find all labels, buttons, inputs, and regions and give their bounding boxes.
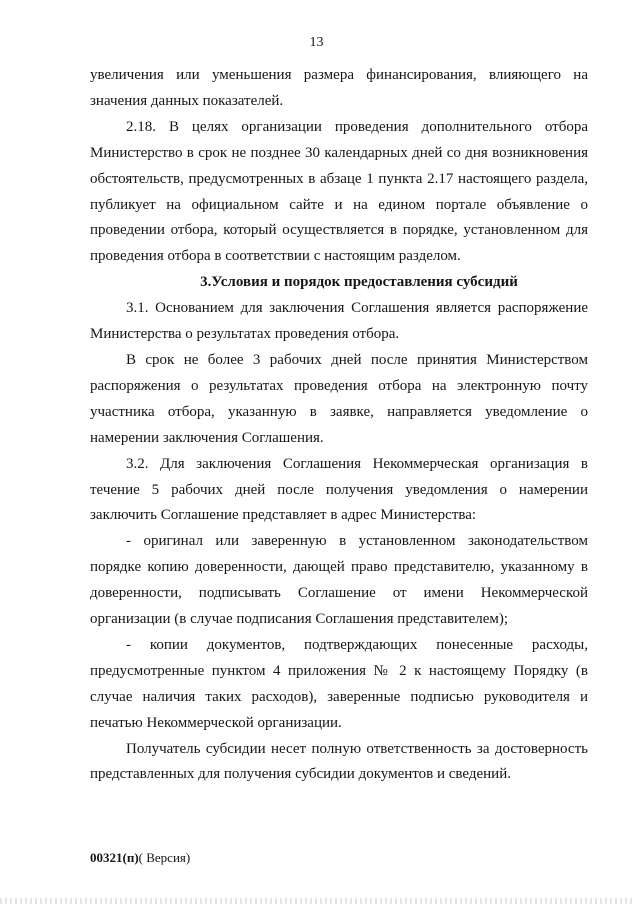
paragraph-responsibility: Получатель субсидии несет полную ответственность за достоверность представленных для получения субсидии документов и сведений.: [90, 740, 588, 783]
section-heading: 3.Условия и порядок предоставления субсидий: [200, 274, 518, 291]
paragraph-3-2: 3.2. Для заключения Соглашения Некоммерческая организация в течение 5 рабочих дней после получения уведомления о намерении заключить Соглашение представляет в адрес Министерства:: [90, 455, 588, 524]
page-number: 13: [309, 35, 324, 50]
paragraph-2-18: 2.18. В целях организации проведения дополнительного отбора Министерство в срок не позднее 30 календарных дней со дня возникновения обстоятельств, предусмотренных в абзаце 1 пункта 2.17 настоящего раздела, публикует на официальном сайте и на едином портале объявление о проведении отбора, который осуществляется в порядке, установленном для проведения отбора в соответствии с настоящим разделом.: [90, 118, 588, 265]
paragraph-3-1: 3.1. Основанием для заключения Соглашения является распоряжение Министерства о результатах проведения отбора.: [90, 300, 588, 343]
document-footer: [90, 850, 190, 866]
list-item-power-of-attorney: - оригинал или заверенную в установленном законодательством порядке копию доверенности, дающей право представителю, указанному в доверенности, подписывать Соглашение от имени Некоммерческой организации (в случае подписания Соглашения представителем);: [90, 533, 588, 628]
scan-edge-artifact: [0, 898, 633, 904]
document-code: 00321(п): [90, 850, 139, 865]
paragraph-notification: В срок не более 3 рабочих дней после принятия Министерством распоряжения о результатах проведения отбора на электронную почту участника отбора, указанную в заявке, направляется уведомление о намерении заключения Соглашения.: [90, 351, 588, 446]
document-version: ( Версия): [138, 850, 191, 865]
document-body: [90, 63, 588, 788]
paragraph-continuation: увеличения или уменьшения размера финансирования, влияющего на значения данных показателей.: [90, 67, 588, 109]
list-item-expense-documents: - копии документов, подтверждающих понесенные расходы, предусмотренные пунктом 4 приложения № 2 к настоящему Порядку (в случае наличия таких расходов), заверенные подписью руководителя и печатью Некоммерческой организации.: [90, 636, 588, 731]
